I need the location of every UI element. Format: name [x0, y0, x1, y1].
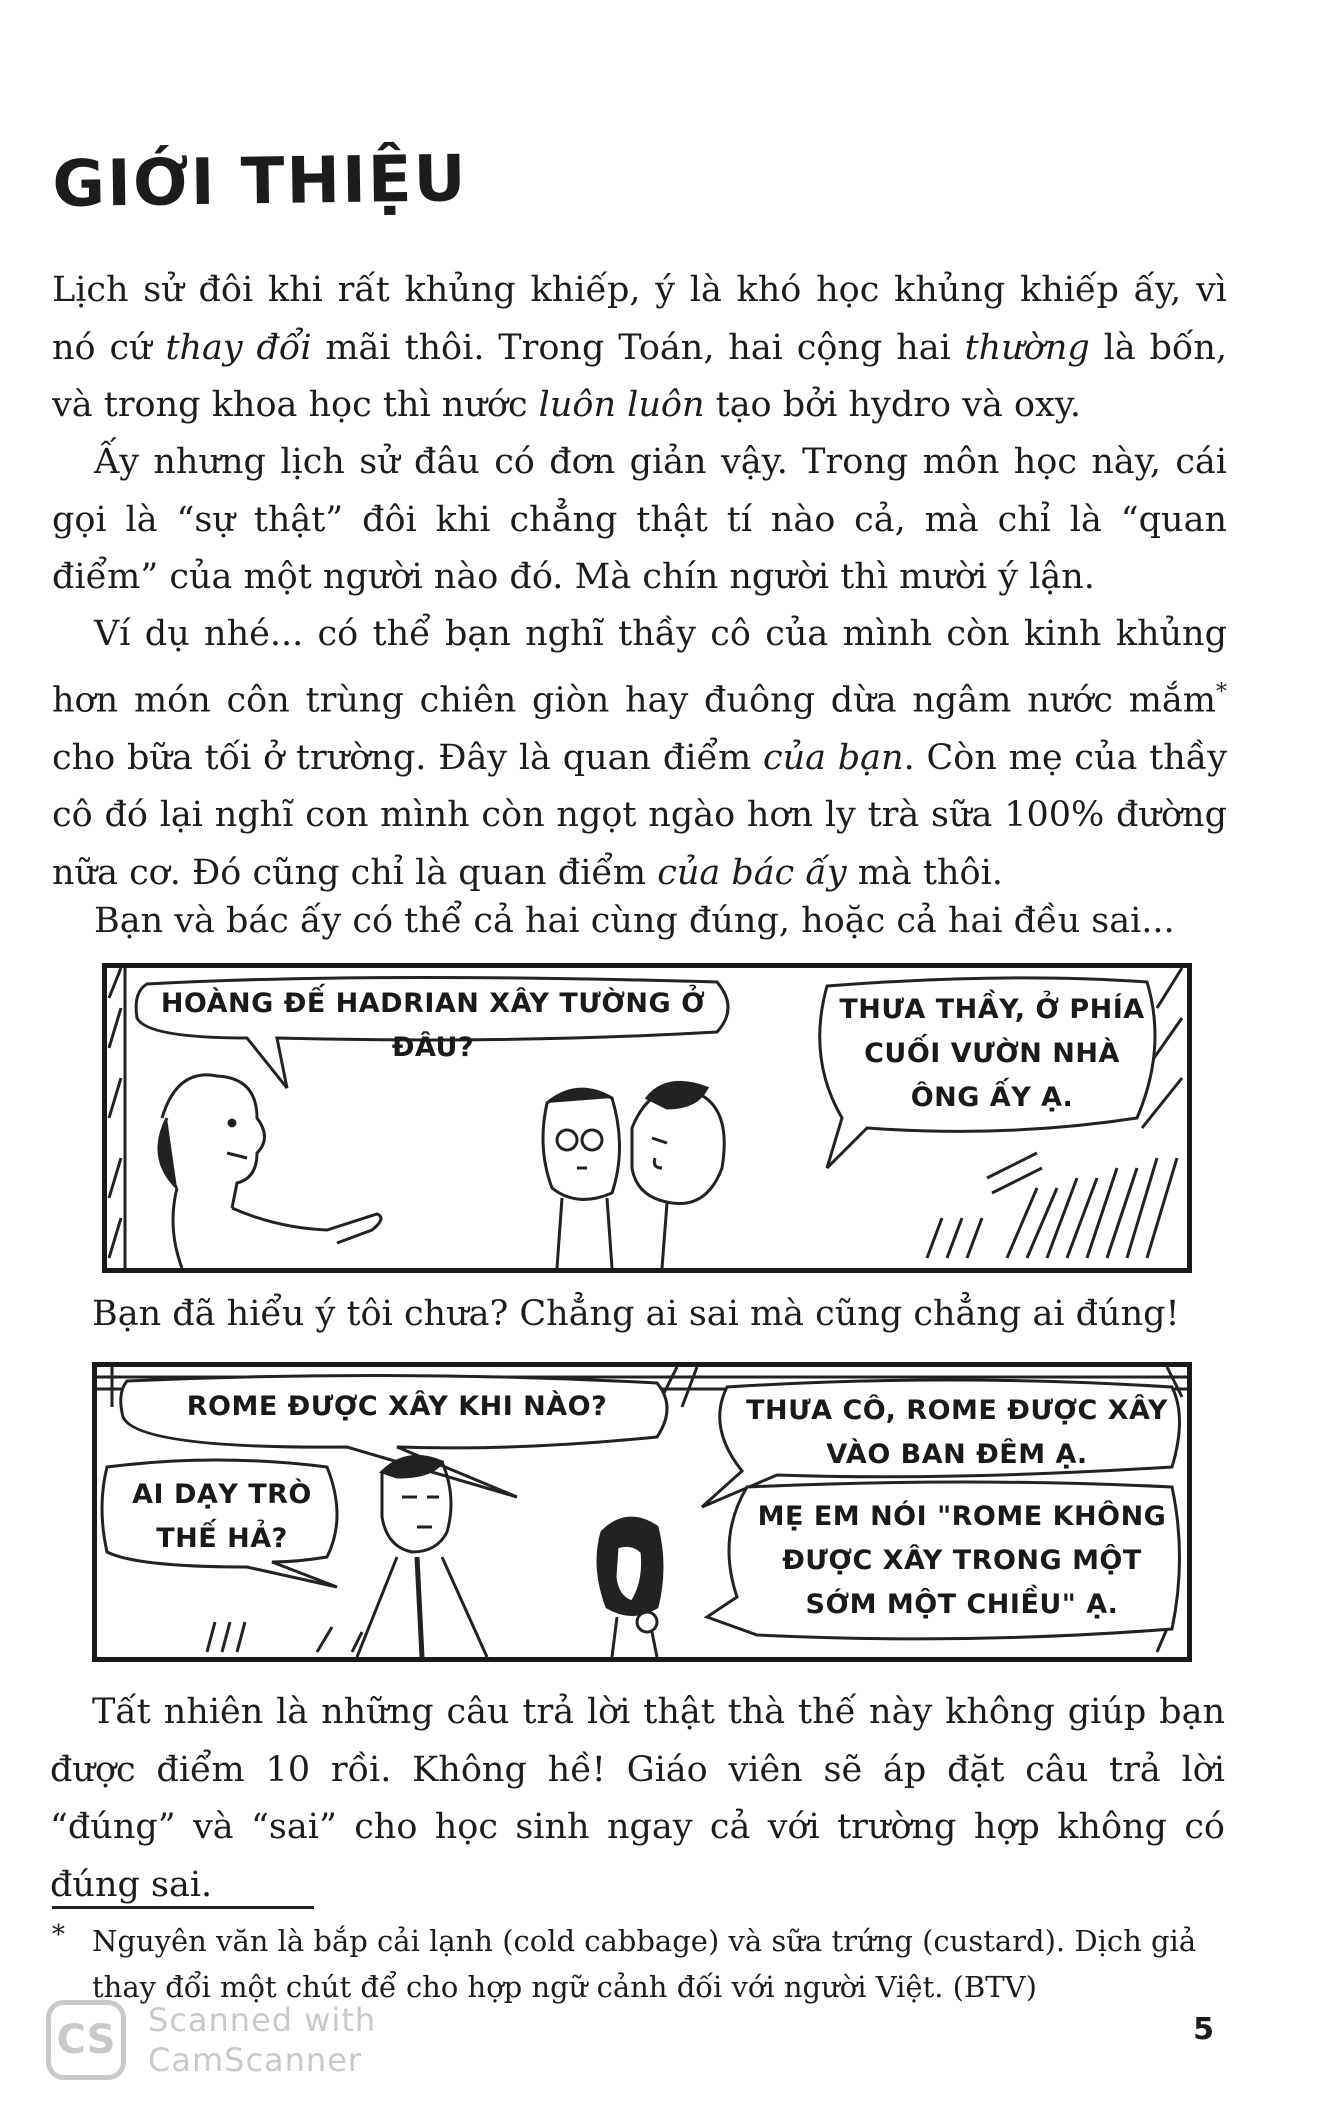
student-answer-line-2: CUỐI VƯỜN NHÀ — [864, 1038, 1120, 1069]
watermark-line-1: Scanned with — [148, 2001, 377, 2039]
italic-text: luôn luôn — [538, 385, 705, 425]
teacher-figure — [159, 1075, 381, 1268]
watermark-line-2: CamScanner — [148, 2041, 363, 2079]
watermark-text — [148, 2000, 376, 2080]
text-run: mà thôi. — [846, 852, 1003, 893]
text-run: tạo bởi hydro và oxy. — [704, 385, 1082, 425]
footnote-marker: * — [52, 1920, 65, 1950]
student-answer-line-2: VÀO BAN ĐÊM Ạ. — [826, 1439, 1088, 1470]
text-run: . Còn mẹ của thầy cô đó lại nghĩ con mình còn ngọt ngào hơn ly trà sữa 100% đường nữa cơ. Đó cũng chỉ là quan điểm — [52, 737, 1228, 893]
teacher-figure — [357, 1456, 487, 1657]
student-boy-figure — [543, 1089, 620, 1268]
paragraph-intro — [52, 262, 1227, 435]
paragraph-understand: Bạn đã hiểu ý tôi chưa? Chẳng ai sai mà cũng chẳng ai đúng! — [92, 1294, 1180, 1334]
footnote-text: Nguyên văn là bắp cải lạnh (cold cabbage) và sữa trứng (custard). Dịch giả thay đổi một chút để cho hợp ngữ cảnh đối với người Việt. (BTV) — [92, 1924, 1197, 2004]
paragraph-history-not-simple: Ấy nhưng lịch sử đâu có đơn giản vậy. Trong môn học này, cái gọi là “sự thật” đôi khi chẳng thật tí nào cả, mà chỉ là “quan điểm” của một người nào đó. Mà chín người thì mười ý lận. — [52, 442, 1227, 597]
italic-text: của bác ấy — [657, 852, 847, 893]
text-run: là bốn, và trong khoa học thì nước — [52, 327, 1227, 425]
paragraph-example — [52, 606, 1227, 902]
footnote — [52, 1918, 1242, 2010]
italic-text: thay đổi — [165, 327, 312, 368]
teacher-question: HOÀNG ĐẾ HADRIAN XÂY TƯỜNG Ở ĐÂU? — [160, 988, 706, 1063]
page-title: GIỚI THIỆU — [52, 142, 469, 222]
text-run: Lịch sử đôi khi rất khủng khiếp, ý là khó học khủng khiếp ấy, vì nó cứ — [52, 270, 1227, 368]
student-answer-line-1: THƯA CÔ, ROME ĐƯỢC XÂY — [746, 1395, 1168, 1426]
text-run: mãi thôi. Trong Toán, hai cộng hai — [311, 327, 965, 368]
text-run: cho bữa tối ở trường. Đây là quan điểm — [52, 737, 763, 778]
footnote-reference: * — [1216, 679, 1227, 705]
student-girl-figure — [598, 1518, 662, 1657]
teacher-reply-line-2: THẾ HẢ? — [156, 1523, 288, 1554]
student-reply-line-2: ĐƯỢC XÂY TRONG MỘT — [782, 1545, 1142, 1576]
student-reply-line-1: MẸ EM NÓI "ROME KHÔNG — [757, 1501, 1167, 1532]
hatching-left — [109, 968, 121, 1258]
comic-panel-hadrian — [102, 963, 1192, 1273]
camscanner-logo-icon: CS — [46, 2000, 126, 2080]
page-number: 5 — [1193, 2012, 1214, 2047]
scanner-watermark — [46, 2000, 376, 2080]
footnote-divider — [52, 1906, 314, 1909]
teacher-reply-line-1: AI DẠY TRÒ — [132, 1479, 312, 1510]
paragraph-conclusion: Tất nhiên là những câu trả lời thật thà thế này không giúp bạn được điểm 10 rồi. Không hề! Giáo viên sẽ áp đặt câu trả lời “đúng” và “sai” cho học sinh ngay cả với trường hợp không có đúng sai. — [50, 1692, 1225, 1905]
italic-text: thường — [964, 327, 1090, 368]
student-answer-line-1: THƯA THẦY, Ở PHÍA — [839, 994, 1145, 1025]
italic-text: của bạn — [762, 737, 904, 778]
text-run: Ví dụ nhé... có thể bạn nghĩ thầy cô của mình còn kinh khủng hơn món côn trùng chiên giòn hay đuông dừa ngâm nước mắm — [52, 614, 1227, 721]
teacher-question: ROME ĐƯỢC XÂY KHI NÀO? — [186, 1391, 608, 1422]
paragraph-both-right-or-wrong: Bạn và bác ấy có thể cả hai cùng đúng, hoặc cả hai đều sai... — [94, 901, 1175, 941]
comic-panel-rome — [92, 1362, 1192, 1662]
student-reply-line-3: SỚM MỘT CHIỀU" Ạ. — [805, 1589, 1119, 1620]
student-answer-line-3: ÔNG ẤY Ạ. — [910, 1082, 1074, 1113]
student-girl-figure — [632, 1082, 724, 1268]
